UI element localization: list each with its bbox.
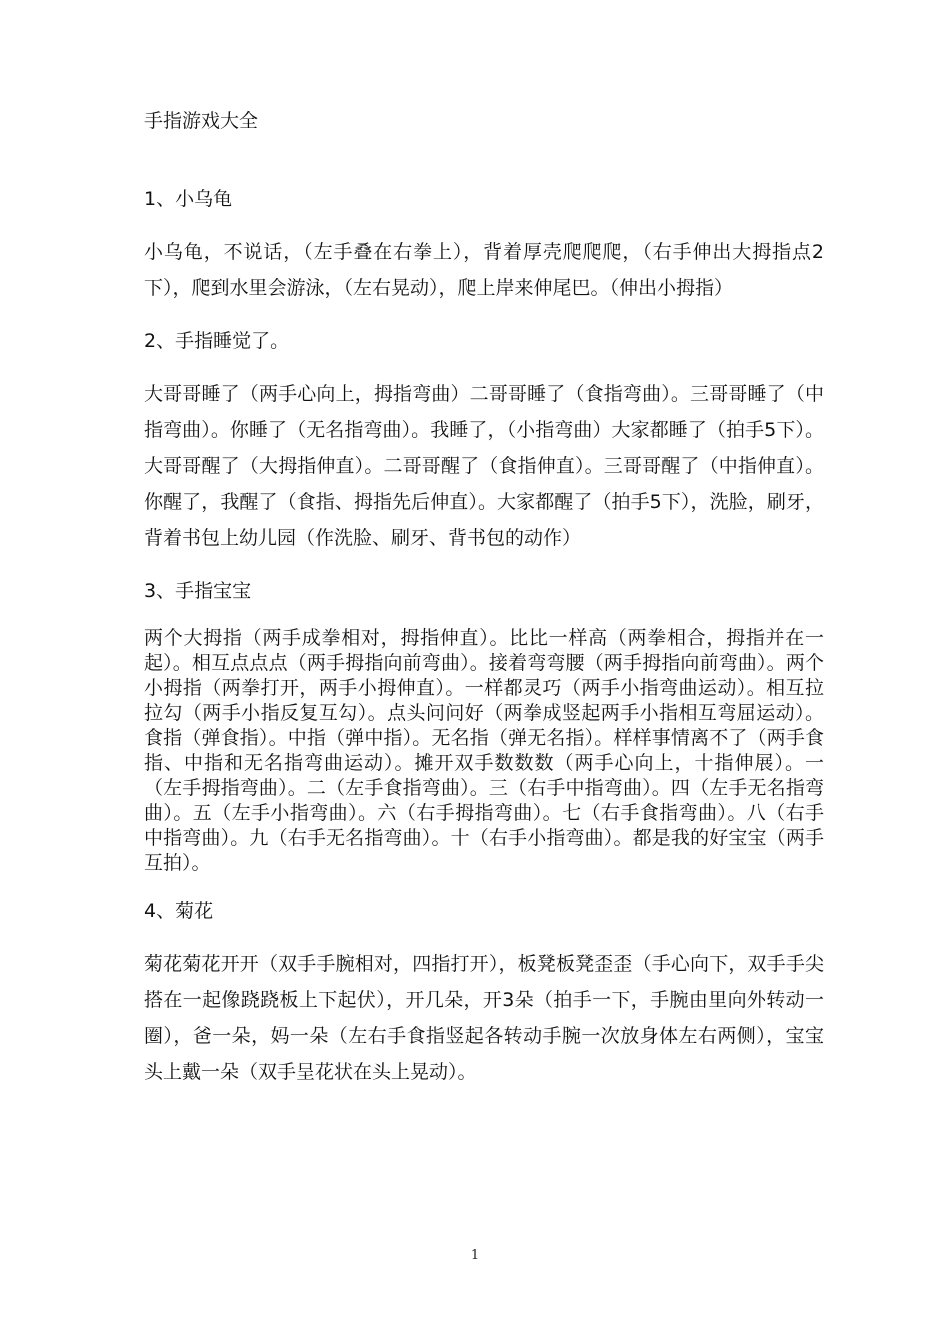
section-heading: 3、手指宝宝 [144,580,252,602]
section-heading: 4、菊花 [144,900,214,922]
section-fingers-sleep [144,324,824,556]
section-body: 小乌龟，不说话，（左手叠在右拳上），背着厚壳爬爬爬，（右手伸出大拇指点2下），爬到水里会游泳，（左右晃动），爬上岸来伸尾巴。（伸出小拇指） [144,241,824,299]
section-body: 大哥哥睡了（两手心向上，拇指弯曲）二哥哥睡了（食指弯曲）。三哥哥睡了（中指弯曲）。你睡了（无名指弯曲）。我睡了，（小指弯曲）大家都睡了（拍手5下）。大哥哥醒了（大拇指伸直）。二哥哥醒了（食指伸直）。三哥哥醒了（中指伸直）。你醒了，我醒了（食指、拇指先后伸直）。大家都醒了（拍手5下），洗脸，刷牙，背着书包上幼儿园（作洗脸、刷牙、背书包的动作） [144,383,824,549]
document-title: 手指游戏大全 [144,110,259,132]
section-heading: 1、小乌龟 [144,188,233,210]
section-chrysanthemum [144,894,824,1090]
section-body: 菊花菊花开开（双手手腕相对，四指打开），板凳板凳歪歪（手心向下，双手手尖搭在一起像跷跷板上下起伏），开几朵，开3朵（拍手一下，手腕由里向外转动一圈），爸一朵，妈一朵（左右手食指竖起各转动手腕一次放身体左右两侧），宝宝头上戴一朵（双手呈花状在头上晃动）。 [144,953,824,1083]
section-little-turtle [144,182,824,306]
document-content [144,104,824,1108]
section-heading: 2、手指睡觉了。 [144,330,290,352]
section-finger-babies [144,574,824,876]
page-number: 1 [470,1248,480,1263]
section-body: 两个大拇指（两手成拳相对，拇指伸直）。比比一样高（两拳相合，拇指并在一起）。相互点点点（两手拇指向前弯曲）。接着弯弯腰（两手拇指向前弯曲）。两个小拇指（两拳打开，两手小拇伸直）。一样都灵巧（两手小指弯曲运动）。相互拉拉勾（两手小指反复互勾）。点头问问好（两拳成竖起两手小指相互弯屈运动）。食指（弹食指）。中指（弹中指）。无名指（弹无名指）。样样事情离不了（两手食指、中指和无名指弯曲运动）。摊开双手数数数（两手心向上，十指伸展）。一（左手拇指弯曲）。二（左手食指弯曲）。三（右手中指弯曲）。四（左手无名指弯曲）。五（左手小指弯曲）。六（右手拇指弯曲）。七（右手食指弯曲）。八（右手中指弯曲）。九（右手无名指弯曲）。十（右手小指弯曲）。都是我的好宝宝（两手互拍）。 [144,627,824,874]
